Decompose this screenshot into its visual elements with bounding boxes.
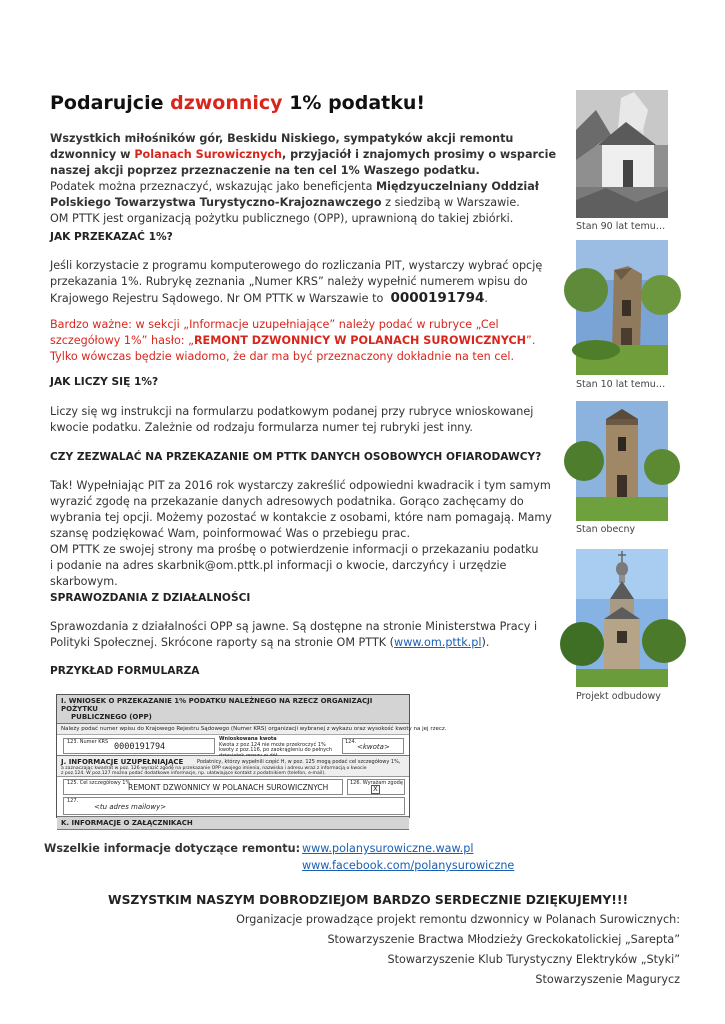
links-label: Wszelkie informacje dotyczące remontu: bbox=[44, 842, 301, 855]
organizers-intro: Organizacje prowadzące projekt remontu dzwonnicy w Polanach Surowicznych: bbox=[236, 913, 680, 926]
form-section-k: K. INFORMACJE O ZAŁĄCZNIKACH bbox=[57, 817, 409, 830]
krs-field: 123. Numer KRS 0000191794 bbox=[63, 738, 215, 754]
section-heading-calc: JAK LICZY SIĘ 1%? bbox=[50, 376, 159, 388]
title-highlight: dzwonnicy bbox=[170, 92, 283, 114]
section-heading-reports: SPRAWOZDANIA Z DZIAŁALNOŚCI bbox=[50, 592, 251, 604]
form-section-j: J. INFORMACJE UZUPEŁNIAJĄCE bbox=[61, 758, 184, 766]
intro-paragraph: Wszystkich miłośników gór, Beskidu Niskiego, sympatyków akcji remontu dzwonnicy w Polanach Surowicznych, przyjaciół i znajomych prosimy o wsparcie naszej akcji poprzez przeznaczenie na ten cel 1% Waszego podatku. Podatek można przeznaczyć, wskazując jako beneficjenta Międzyuczelniany Oddział Polskiego Towarzystwa Turystyczno-Krajoznawczego z siedzibą w Warszawie. OM PTTK jest organizacją pożytku publicznego (OPP), uprawnioną do takiej zbiórki. bbox=[50, 132, 557, 225]
facebook-link[interactable]: www.facebook.com/polanysurowiczne bbox=[302, 859, 515, 872]
location-highlight: Polanach Surowicznych bbox=[134, 148, 283, 161]
caption-photo-1: Stan 90 lat temu… bbox=[576, 221, 666, 232]
info-field: 127. <tu adres mailowy> bbox=[63, 797, 405, 815]
section-how-text: Jeśli korzystacie z programu komputerowego do rozliczania PIT, wystarczy wybrać opcję przekazania 1%. Rubrykę zeznania „Numer KRS” należy wypełnić numerem wpisu do Krajowego Rejestru Sądowego. Nr OM PTTK w Warszawie to 0000191794. bbox=[50, 259, 543, 306]
thanks-heading: WSZYSTKIM NASZYM DOBRODZIEJOM BARDZO SERDECZNIE DZIĘKUJEMY!!! bbox=[108, 893, 629, 907]
section-heading-data: CZY ZEZWALAĆ NA PRZEKAZANIE OM PTTK DANYCH OSOBOWYCH OFIARODAWCY? bbox=[50, 451, 542, 463]
website-link[interactable]: www.polanysurowiczne.waw.pl bbox=[302, 842, 474, 855]
kwota-field: 124. <kwota> bbox=[342, 738, 404, 754]
section-heading-how: JAK PRZEKAZAĆ 1%? bbox=[50, 231, 173, 243]
pttk-link[interactable]: www.om.pttk.pl bbox=[394, 636, 482, 649]
caption-photo-3: Stan obecny bbox=[576, 524, 636, 535]
kwota-label: Wnioskowana kwota Kwota z poz.124 nie może przekroczyć 1% kwoty z poz.116, po zaokrągleniu do pełnych bbox=[219, 736, 333, 754]
photo-90-years-ago bbox=[576, 90, 668, 218]
zgoda-checkbox: X bbox=[373, 785, 378, 793]
caption-photo-2: Stan 10 lat temu… bbox=[576, 379, 666, 390]
section-calc-text: Liczy się wg instrukcji na formularzu podatkowym podanej przy rubryce wnioskowanej kwocie podatku. Zależnie od rodzaju formularza numer tej rubryki jest inny. bbox=[50, 405, 534, 434]
section-heading-form: PRZYKŁAD FORMULARZA bbox=[50, 665, 200, 677]
form-example: I. WNIOSEK O PRZEKAZANIE 1% PODATKU NALEŻNEGO NA RZECZ ORGANIZACJI POŻYTKU PUBLICZNEGO (OPP) Należy podać numer wpisu do Krajowego Rejestru Sądowego (Numer KRS) organizacji wybranej z wykazu oraz wysokość kwoty na jej rzecz. 123. Numer KRS 0000191794 Wnioskowana kwota Kwota z poz.124 nie może przekroczyć 1% kwoty z poz.116, po zaokrągleniu do pełnych 124. <kwota> J. INFORMACJE UZUPEŁNIAJĄCE Podatnicy, którzy wypełnili część H, w poz. 125 mogą podać cel szczegółowy 1%, a zaznaczając kwadrat w poz. 126 wyrazić zgodę na przekazanie OPP swojego imienia, nazwiska i adresu wraz z informacją o kwocie z poz.124. W poz.127 można podać dodatkowe informacje, np. ułatwiające kontakt z podatnikiem (telefon, e-mail). 125. Cel szczegółowy 1% REMONT DZWONNICY W POLANACH SUROWICZNYCH 126. Wyrażam zgodę X 127. <tu adres mailowy> K. INFORMACJE O ZAŁĄCZNIKACH bbox=[56, 694, 410, 818]
section-reports-text: Sprawozdania z działalności OPP są jawne. Są dostępne na stronie Ministerstwa Pracy i Polityki Społecznej. Skrócone raporty są na stronie OM PTTK (www.om.pttk.pl). bbox=[50, 620, 538, 649]
photo-current bbox=[576, 401, 668, 521]
photo-reconstruction-project bbox=[576, 549, 668, 687]
organizer-styki: Stowarzyszenie Klub Turystyczny Elektryków „Styki” bbox=[387, 953, 680, 966]
organizer-magurycz: Stowarzyszenie Magurycz bbox=[535, 973, 680, 986]
cel-field: 125. Cel szczegółowy 1% REMONT DZWONNICY W POLANACH SUROWICZNYCH bbox=[63, 779, 343, 795]
important-note: Bardzo ważne: w sekcji „Informacje uzupełniające” należy podać w rubryce „Cel szczegółowy 1%” hasło: „REMONT DZWONNICY W POLANACH SUROWICZNYCH”. Tylko wówczas będzie wiadomo, że dar ma być przeznaczony dokładnie na ten cel. bbox=[50, 318, 536, 363]
page-title: Podarujcie dzwonnicy 1% podatku! bbox=[50, 92, 426, 114]
photo-10-years-ago bbox=[576, 240, 668, 375]
form-section-i: I. WNIOSEK O PRZEKAZANIE 1% PODATKU NALEŻNEGO NA RZECZ ORGANIZACJI POŻYTKU PUBLICZNEGO (OPP) bbox=[57, 695, 409, 724]
krs-number: 0000191794 bbox=[390, 290, 485, 306]
zgoda-field: 126. Wyrażam zgodę X bbox=[347, 779, 405, 795]
section-data-text: Tak! Wypełniając PIT za 2016 rok wystarczy zakreślić odpowiedni kwadracik i tym samym wyrazić zgodę na przekazanie danych adresowych podatnika. Gorąco zachęcamy do wybrania tej opcji. Możemy pozostać w kontakcie z osobami, które nam pomagają. Mamy szansę podziękować Wam, poinformować Was o przebiegu prac. OM PTTK ze swojej strony ma prośbę o potwierdzenie informacji o przekazaniu podatku i podanie na adres skarbnik@om.pttk.pl informacji o kwocie, darczyńcy i urzędzie skarbowym. bbox=[50, 479, 552, 588]
organizer-sarepta: Stowarzyszenie Bractwa Młodzieży Greckokatolickiej „Sarepta” bbox=[327, 933, 680, 946]
caption-photo-4: Projekt odbudowy bbox=[576, 691, 661, 702]
